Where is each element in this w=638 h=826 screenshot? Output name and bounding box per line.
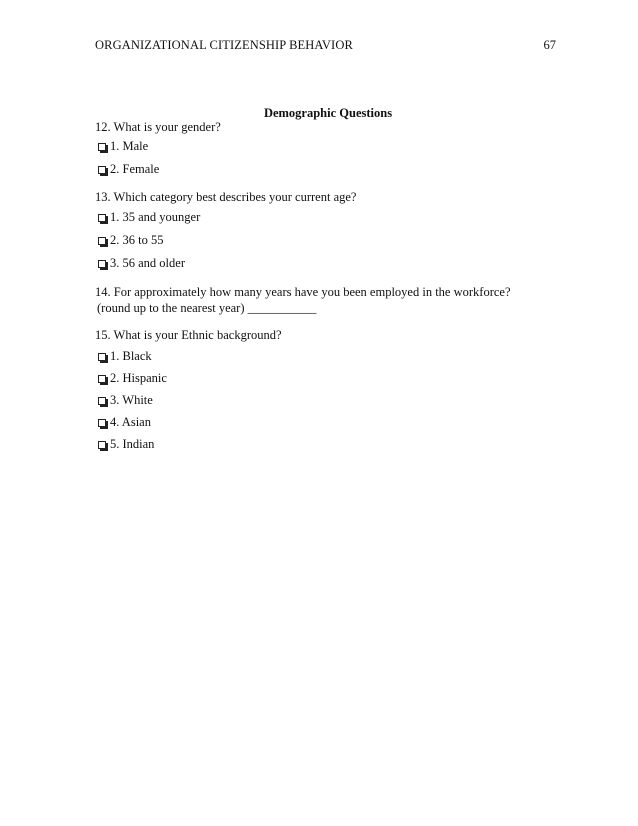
- option-label: 2. Hispanic: [110, 371, 167, 385]
- checkbox-icon[interactable]: [98, 353, 106, 361]
- question-15: 15. What is your Ethnic background?: [95, 328, 282, 342]
- option-label: 1. Male: [110, 139, 149, 153]
- option-label: 3. 56 and older: [110, 256, 185, 270]
- question-14: 14. For approximately how many years have you been employed in the workforce?: [95, 285, 511, 299]
- option-age-36-55[interactable]: [98, 233, 163, 248]
- option-label: 2. 36 to 55: [110, 233, 164, 247]
- option-age-56-older[interactable]: [98, 256, 185, 271]
- option-label: 5. Indian: [110, 437, 155, 451]
- checkbox-icon[interactable]: [98, 260, 106, 268]
- option-white[interactable]: [98, 393, 153, 408]
- question-13: 13. Which category best describes your current age?: [95, 190, 357, 204]
- option-label: 2. Female: [110, 162, 160, 176]
- option-black[interactable]: [98, 349, 152, 364]
- checkbox-icon[interactable]: [98, 237, 106, 245]
- option-indian[interactable]: [98, 437, 154, 452]
- checkbox-icon[interactable]: [98, 441, 106, 449]
- option-label: 3. White: [110, 393, 153, 407]
- option-female[interactable]: [98, 162, 159, 177]
- checkbox-icon[interactable]: [98, 143, 106, 151]
- checkbox-icon[interactable]: [98, 375, 106, 383]
- section-title: Demographic Questions: [263, 106, 393, 120]
- checkbox-icon[interactable]: [98, 214, 106, 222]
- page-number: 67: [543, 38, 556, 52]
- checkbox-icon[interactable]: [98, 166, 106, 174]
- option-male[interactable]: [98, 139, 148, 154]
- option-asian[interactable]: [98, 415, 151, 430]
- option-label: 4. Asian: [110, 415, 151, 429]
- question-12: 12. What is your gender?: [95, 120, 221, 134]
- question-14-answer-line[interactable]: (round up to the nearest year) ___________: [97, 301, 317, 315]
- option-hispanic[interactable]: [98, 371, 167, 386]
- running-head: ORGANIZATIONAL CITIZENSHIP BEHAVIOR: [95, 38, 353, 52]
- checkbox-icon[interactable]: [98, 397, 106, 405]
- option-label: 1. Black: [110, 349, 152, 363]
- checkbox-icon[interactable]: [98, 419, 106, 427]
- option-age-35-younger[interactable]: [98, 210, 200, 225]
- option-label: 1. 35 and younger: [110, 210, 201, 224]
